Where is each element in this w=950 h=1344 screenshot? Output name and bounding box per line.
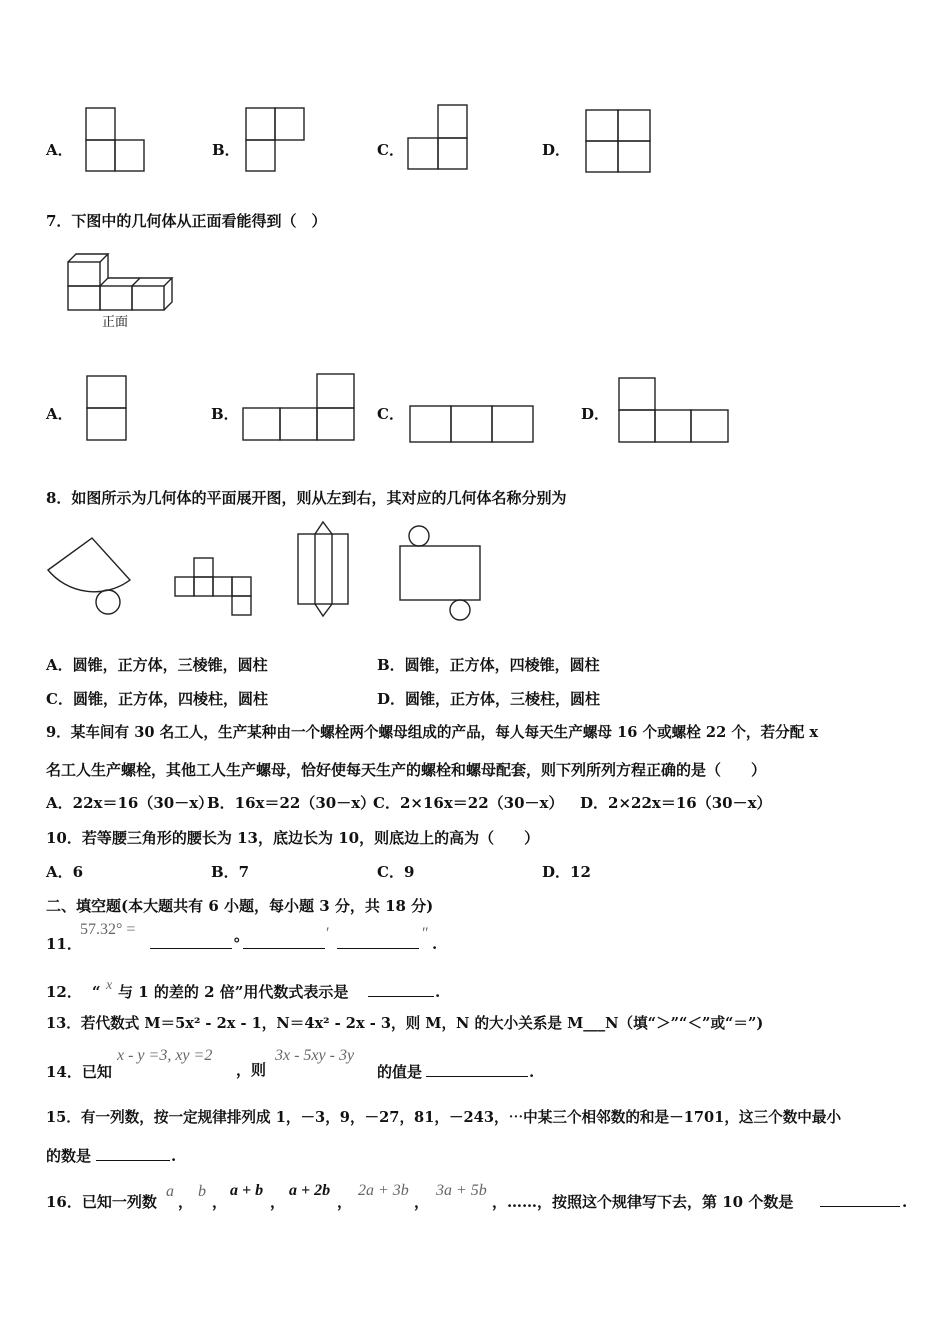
q14-suffix: 的值是 bbox=[377, 1063, 423, 1081]
q14-prefix: 14．已知 bbox=[46, 1063, 112, 1081]
q9-option-a: A．22x＝16（30－x） bbox=[46, 794, 214, 812]
q16-sep-3: ， bbox=[270, 1193, 286, 1211]
q7-option-d-label: D． bbox=[581, 405, 610, 423]
q7-option-b-figure bbox=[243, 374, 357, 442]
section-2-heading: 二、填空题(本大题共有 6 小题，每小题 3 分，共 18 分) bbox=[46, 897, 434, 915]
q14-answer-blank[interactable] bbox=[426, 1060, 528, 1077]
q8-option-b: B．圆锥，正方体，四棱锥，圆柱 bbox=[377, 656, 600, 674]
q7-solid-figure bbox=[66, 252, 178, 314]
q8-option-c: C．圆锥，正方体，四棱柱，圆柱 bbox=[46, 690, 268, 708]
q14-expression: 3x - 5xy - 3y bbox=[275, 1047, 355, 1064]
q9-option-c: C．2×16x＝22（30－x） bbox=[373, 794, 564, 812]
q16-prefix: 16．已知一列数 bbox=[46, 1193, 157, 1211]
q12-variable-x: x bbox=[106, 978, 113, 993]
q11-minute-mark: ′ bbox=[326, 925, 330, 942]
q14-condition: x - y =3, xy =2 bbox=[117, 1047, 213, 1064]
q16-suffix: ，……，按照这个规律写下去，第 10 个数是 bbox=[492, 1193, 794, 1211]
q12-open-quote: “ bbox=[92, 983, 101, 1001]
q14-end: . bbox=[529, 1063, 535, 1081]
q9-stem-line1: 9．某车间有 30 名工人，生产某种由一个螺栓两个螺母组成的产品，每人每天生产螺母 16 个或螺栓 22 个，若分配 x bbox=[46, 724, 819, 741]
q10-option-d: D．12 bbox=[542, 863, 591, 881]
q16-term-3: a + b bbox=[230, 1182, 264, 1199]
q6-option-a-label: A． bbox=[46, 141, 73, 159]
q9-option-d: D．2×22x＝16（30－x） bbox=[580, 794, 772, 812]
q6-option-a-figure bbox=[86, 108, 146, 172]
q11-blank-minutes[interactable] bbox=[243, 932, 325, 949]
q13-text: 13．若代数式 M＝5x² - 2x - 1，N＝4x² - 2x - 3，则 M，N 的大小关系是 M___N（填“＞”“＜”或“＝”) bbox=[46, 1015, 764, 1032]
q8-stem: 8．如图所示为几何体的平面展开图，则从左到右，其对应的几何体名称分别为 bbox=[46, 489, 567, 507]
q16-term-4: a + 2b bbox=[289, 1182, 331, 1199]
q16-term-2: b bbox=[198, 1183, 206, 1200]
q16-answer-blank[interactable] bbox=[820, 1190, 900, 1207]
q7-option-a-figure bbox=[87, 376, 129, 442]
q12-text: 与 1 的差的 2 倍”用代数式表示是 bbox=[118, 983, 349, 1001]
q7-option-c-label: C． bbox=[377, 405, 404, 423]
q8-net-prism bbox=[296, 520, 354, 610]
q7-option-b-label: B． bbox=[211, 405, 239, 423]
q15-stem-line2: 的数是 bbox=[46, 1147, 92, 1165]
q8-net-cylinder bbox=[396, 524, 484, 620]
q6-option-d-figure bbox=[586, 110, 652, 174]
q16-term-6: 3a + 5b bbox=[436, 1182, 487, 1199]
q11-blank-seconds[interactable] bbox=[337, 932, 419, 949]
q8-net-cube bbox=[175, 556, 255, 618]
q8-option-a: A．圆锥，正方体，三棱锥，圆柱 bbox=[46, 656, 268, 674]
q6-option-c-label: C． bbox=[377, 141, 404, 159]
q15-stem-line1: 15．有一列数，按一定规律排列成 1，－3，9，－27，81，－243，⋯中某三个相邻数的和是－1701，这三个数中最小 bbox=[46, 1109, 842, 1126]
q12-answer-blank[interactable] bbox=[368, 980, 434, 997]
q11-number: 11． bbox=[46, 935, 82, 953]
q7-stem: 7．下图中的几何体从正面看能得到（ ） bbox=[46, 212, 327, 230]
q6-option-b-figure bbox=[246, 108, 306, 172]
q16-end: . bbox=[902, 1193, 908, 1211]
q7-option-c-figure bbox=[410, 406, 536, 444]
q6-option-c-figure bbox=[408, 105, 470, 171]
q10-option-a: A．6 bbox=[46, 863, 84, 881]
q16-sep-4: ， bbox=[337, 1193, 353, 1211]
q12-number: 12． bbox=[46, 983, 82, 1001]
q15-end: . bbox=[171, 1147, 177, 1165]
q7-front-label: 正面 bbox=[102, 315, 129, 330]
q9-stem-line2: 名工人生产螺栓，其他工人生产螺母，恰好使每天生产的螺栓和螺母配套，则下列所列方程正确的是（ ） bbox=[46, 761, 767, 779]
q16-sep-2: ， bbox=[212, 1193, 228, 1211]
q7-option-d-figure bbox=[619, 378, 731, 444]
q12-end: . bbox=[435, 983, 441, 1001]
q16-sep-1: ， bbox=[178, 1193, 194, 1211]
q7-option-a-label: A． bbox=[46, 405, 73, 423]
q10-option-c: C．9 bbox=[377, 863, 415, 881]
q8-net-cone bbox=[46, 536, 136, 618]
q11-blank-degrees[interactable] bbox=[150, 932, 232, 949]
q11-end: . bbox=[432, 935, 438, 953]
q11-second-mark: ″ bbox=[422, 925, 429, 942]
q10-stem: 10．若等腰三角形的腰长为 13，底边长为 10，则底边上的高为（ ） bbox=[46, 829, 540, 847]
q11-degree-mark: ° bbox=[233, 935, 241, 953]
q8-option-d: D．圆锥，正方体，三棱柱，圆柱 bbox=[377, 690, 601, 708]
q10-option-b: B．7 bbox=[211, 863, 250, 881]
q9-option-b: B．16x＝22（30－x） bbox=[207, 794, 376, 812]
q6-option-b-label: B． bbox=[212, 141, 240, 159]
q6-option-d-label: D． bbox=[542, 141, 571, 159]
q15-answer-blank[interactable] bbox=[96, 1144, 170, 1161]
q16-term-1: a bbox=[166, 1183, 174, 1200]
q16-sep-5: ， bbox=[414, 1193, 430, 1211]
q14-mid: ，则 bbox=[236, 1061, 267, 1079]
q16-term-5: 2a + 3b bbox=[358, 1182, 409, 1199]
q11-expression: 57.32° = bbox=[80, 921, 136, 938]
